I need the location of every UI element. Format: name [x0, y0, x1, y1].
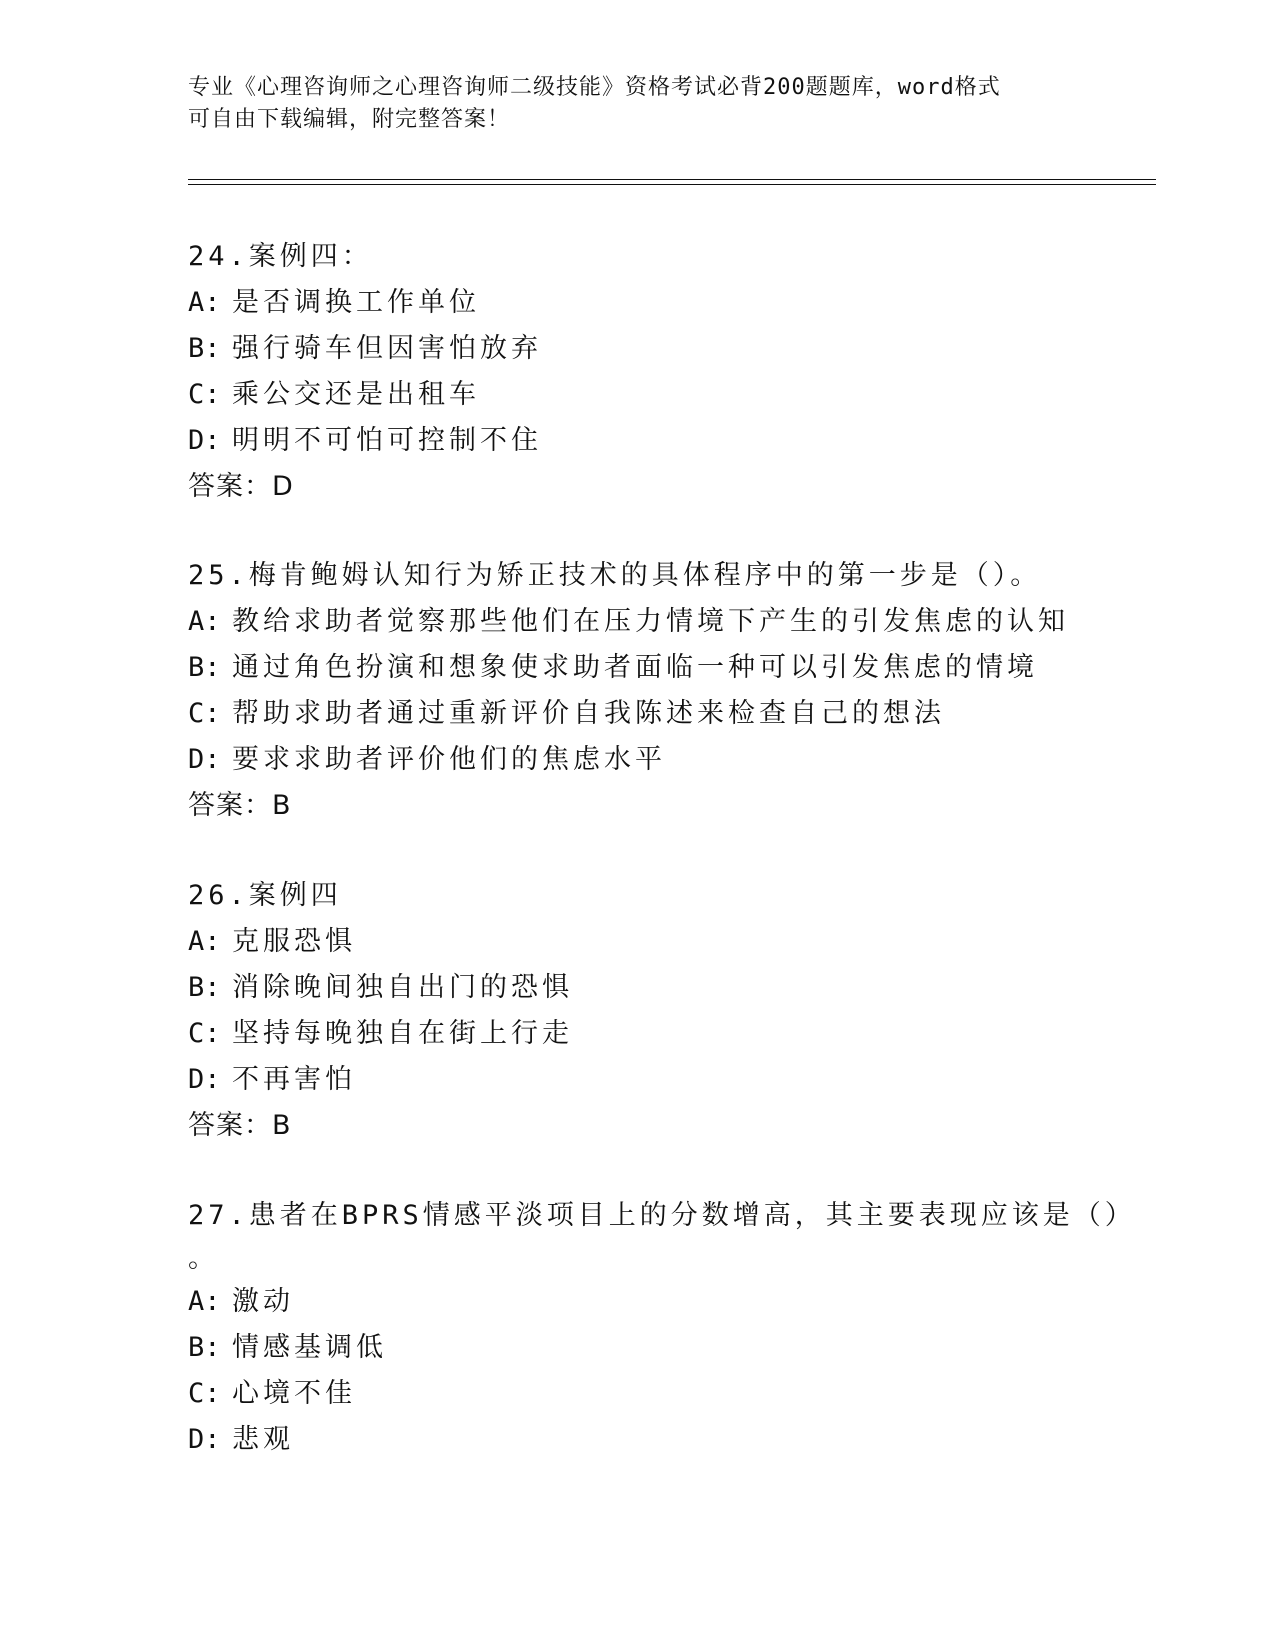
option-a: [188, 919, 1108, 965]
option-text: 明明不可怕可控制不住: [232, 425, 542, 456]
header-divider-bottom: [188, 184, 1156, 185]
option-text: 是否调换工作单位: [232, 287, 480, 318]
option-c: [188, 372, 1108, 418]
option-label: B:: [188, 972, 221, 1003]
option-b: [188, 645, 1108, 691]
option-text: 不再害怕: [232, 1064, 356, 1095]
question-27: [188, 1193, 1136, 1463]
option-label: A:: [188, 1286, 221, 1317]
answer-line: 答案：B: [188, 1110, 292, 1141]
option-label: C:: [188, 1378, 221, 1409]
option-label: A:: [188, 606, 221, 637]
question-stem: 27.患者在BPRS情感平淡项目上的分数增高，其主要表现应该是（）: [188, 1200, 1136, 1231]
option-label: B:: [188, 333, 221, 364]
option-label: D:: [188, 744, 221, 775]
option-c: [188, 1371, 1108, 1417]
option-b: [188, 965, 1108, 1011]
option-text: 克服恐惧: [232, 926, 356, 957]
option-c: [188, 1011, 1108, 1057]
question-stem-continuation: 。: [188, 1243, 219, 1274]
option-text: 强行骑车但因害怕放弃: [232, 333, 542, 364]
option-label: B:: [188, 652, 221, 683]
question-25: [188, 553, 1108, 829]
option-d: [188, 1057, 1108, 1103]
option-label: A:: [188, 926, 221, 957]
answer-line: 答案：D: [188, 471, 294, 502]
option-d: [188, 737, 1108, 783]
option-text: 消除晚间独自出门的恐惧: [232, 972, 573, 1003]
question-stem: 24.案例四：: [188, 241, 373, 272]
option-label: B:: [188, 1332, 221, 1363]
question-stem: 25.梅肯鲍姆认知行为矫正技术的具体程序中的第一步是（）。: [188, 560, 1042, 591]
option-a: [188, 1279, 1108, 1325]
option-b: [188, 1325, 1108, 1371]
option-label: D:: [188, 1424, 221, 1455]
header-divider-top: [188, 179, 1156, 180]
option-label: C:: [188, 379, 221, 410]
option-b: [188, 326, 1108, 372]
option-label: C:: [188, 698, 221, 729]
answer-line: 答案：B: [188, 790, 292, 821]
option-text: 情感基调低: [232, 1332, 387, 1363]
option-c: [188, 691, 1108, 737]
option-label: A:: [188, 287, 221, 318]
option-text: 要求求助者评价他们的焦虑水平: [232, 744, 666, 775]
header-line-2: 可自由下载编辑，附完整答案！: [188, 107, 511, 132]
option-text: 悲观: [232, 1424, 294, 1455]
option-label: D:: [188, 1064, 221, 1095]
option-text: 激动: [232, 1286, 294, 1317]
document-header: [188, 72, 1088, 136]
option-text: 通过角色扮演和想象使求助者面临一种可以引发焦虑的情境: [232, 652, 1038, 683]
option-label: C:: [188, 1018, 221, 1049]
option-text: 乘公交还是出租车: [232, 379, 480, 410]
option-d: [188, 418, 1108, 464]
option-label: D:: [188, 425, 221, 456]
option-text: 心境不佳: [232, 1378, 356, 1409]
header-line-1: 专业《心理咨询师之心理咨询师二级技能》资格考试必背200题题库，word格式: [188, 75, 1001, 100]
option-a: [188, 280, 1108, 326]
question-24: [188, 234, 1108, 510]
option-text: 帮助求助者通过重新评价自我陈述来检查自己的想法: [232, 698, 945, 729]
question-26: [188, 873, 1108, 1149]
question-stem: 26.案例四: [188, 880, 342, 911]
option-d: [188, 1417, 1108, 1463]
option-a: [188, 599, 1108, 645]
option-text: 教给求助者觉察那些他们在压力情境下产生的引发焦虑的认知: [232, 606, 1069, 637]
option-text: 坚持每晚独自在街上行走: [232, 1018, 573, 1049]
